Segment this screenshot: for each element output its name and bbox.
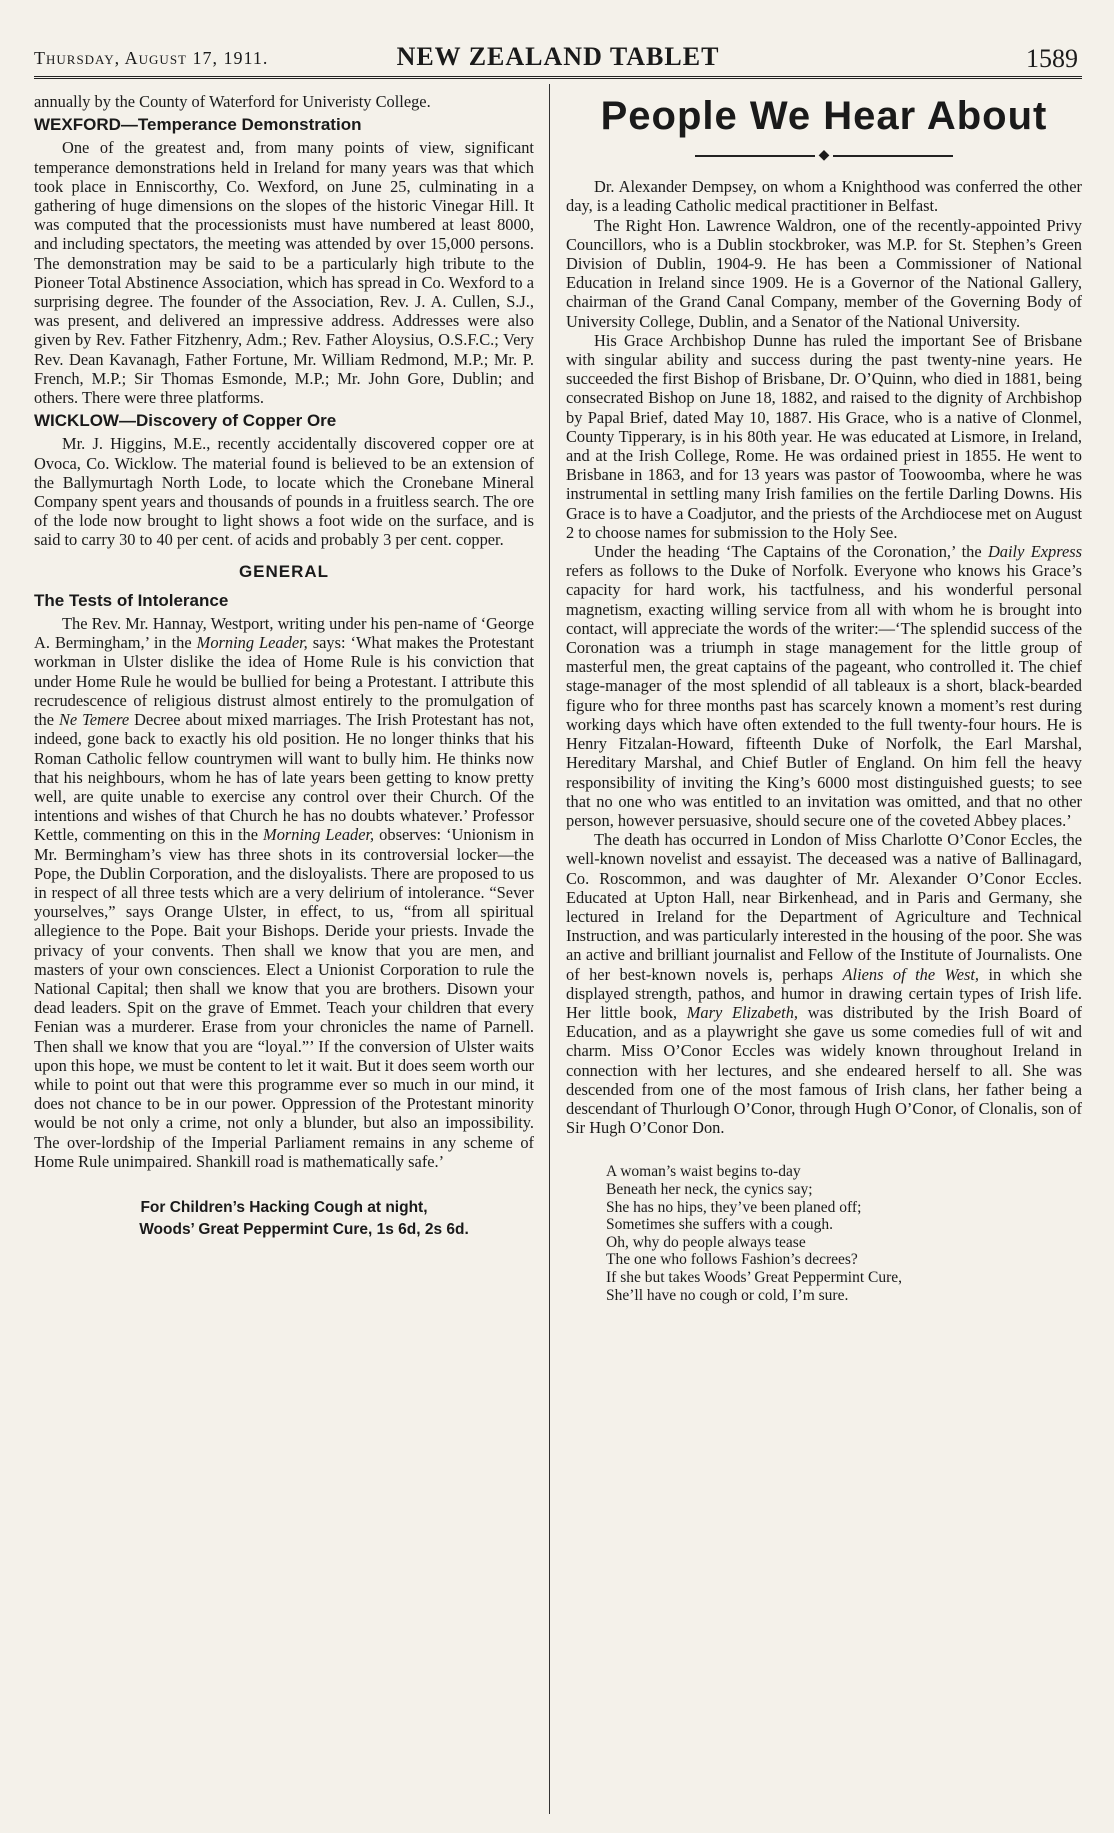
people-heading: People We Hear About (600, 94, 1048, 138)
left-column (34, 92, 534, 1812)
advert-line-2: Woods’ Great Peppermint Cure, 1s 6d, 2s 6d. (139, 1220, 469, 1238)
tests-morning-leader: Morning Leader, (196, 633, 308, 653)
norfolk-text-1: Under the heading ‘The Captains of the Coronation,’ the (594, 542, 988, 562)
wicklow-heading: WICKLOW—Discovery of Copper Ore (34, 411, 337, 431)
cough-cure-advert (34, 1197, 534, 1241)
tests-text-2: says: ‘What makes the Protestant workman in Ulster dislike the idea of Home Rule is his conviction that under Home Rule he would be bullied for being a Protestant. I attribute this recrudescence of religious distrust almost entirely to the promulgation of the (34, 633, 534, 730)
advert-line-1: For Children’s Hacking Cough at night, (140, 1198, 428, 1216)
wicklow-paragraph: Mr. J. Higgins, M.E., recently accidentally discovered copper ore at Ovoca, Co. Wicklow. The material found is believed to be an extension of the Ballymurtagh North Lode, to locate which the Cronebane Mineral Company spent years and thousands of pounds in a fruitless search. The ore of the lode now brought to light shows a foot wide on the surface, and is said to carry 30 to 40 per cent. of acids and probably 3 per cent. copper. (34, 434, 534, 550)
poem-line: The one who follows Fashion’s decrees? (606, 1251, 858, 1269)
advert-poem (606, 1163, 1082, 1304)
poem-line: A woman’s waist begins to-day (606, 1163, 801, 1181)
general-heading: GENERAL (238, 561, 330, 581)
waldron-paragraph: The Right Hon. Lawrence Waldron, one of the recently-appointed Privy Councillors, who is a Dublin stockbroker, was M.P. for St. Stephen’s Green Division of Dublin, 1904-9. He has been a Commissioner of National Education in Ireland since 1909. He is a Governor of the National Gallery, chairman of the Grand Canal Company, member of the Governing Body of University College, Dublin, and a Senator of the National University. (566, 215, 1082, 331)
poem-line: Oh, why do people always tease (606, 1233, 806, 1251)
eccles-text-1: The death has occurred in London of Miss Charlotte O’Conor Eccles, the well-known novelist and essayist. The deceased was a native of Ballinagard, Co. Roscommon, and was daughter of Mr. Alexander O’Conor Eccles. Educated at Upton Hall, near Birkenhead, and in Paris and Germany, she lectured in Ireland for the Department of Agriculture and Technical Instruction, and was particularly interested in the housing of the poor. She was an active and brilliant journalist and Fellow of the Institute of Journalists. One of her best-known novels is, perhaps (566, 830, 1082, 984)
tests-text-3: Decree about mixed marriages. The Irish Protestant has not, indeed, gone back to exactly his old position. He no longer thinks that his Roman Catholic fellow countrymen will want to bully him. He thinks now that his neighbours, whom he has of late years been getting to know pretty well, are quite unable to exercise any control over their Church. Of the intentions and wishes of that Church he has no doubts whatever.’ Professor Kettle, commenting on this in the (34, 710, 534, 845)
norfolk-text-2: refers as follows to the Duke of Norfolk. Everyone who knows his Grace’s capacity for hard work, his tactfulness, and his wonderful personal magnetism, exacting willing service from all with whom he is brought into contact, will appreciate the words of the writer:—‘The splendid success of the Coronation was a triumph in stage management for the little group of masterful men, the great captains of the pageant, who controlled it. The chief stage-manager of the most splendid of all tableaux is a short, black-bearded figure who for three months past has scarcely known a moment’s rest during working days which have often extended to the full twenty-four hours. He is Henry Fitzalan-Howard, fifteenth Duke of Norfolk, the Earl Marshal, Hereditary Marshal, and Chief Butler of England. On him fell the heavy responsibility of inviting the King’s 6000 most distinguished guests; to see that no one who was entitled to an invitation was omitted, and that no other person, however persuasive, should secure one of the coveted Abbey places.’ (566, 561, 1082, 830)
dempsey-paragraph: Dr. Alexander Dempsey, on whom a Knighthood was conferred the other day, is a leading Catholic medical practitioner in Belfast. (566, 177, 1082, 216)
mary-elizabeth: Mary Elizabeth, (686, 1002, 798, 1022)
tests-heading: The Tests of Intolerance (34, 590, 229, 610)
tests-paragraph (34, 614, 534, 1171)
tests-text-4: observes: ‘Unionism in Mr. Bermingham’s view has three shots in its controversial locker—the Pope, the Dublin Corporation, and the disloyalists. There are proposed to us in respect of all three tests which are a very delirium of intolerance. “Sever yourselves,” says Orange Ulster, in effect, to us, “from all spiritual allegience to the Pope. Bait your Bishops. Deride your priests. Invade the privacy of your convents. Then shall we know that you are men, and masters of your own consciences. Elect a Unionist Corporation to rule the National Capital; then shall we know that you are brothers. Disown your dead leaders. Spit on the grave of Emmet. Teach your children that every Fenian was a murderer. Erase from your chronicles the name of Parnell. Then shall we know that you are “loyal.”’ If the conversion of Ulster waits upon this hope, we must be content to let it wait. But it does seem worth our while to point out that were this programme ever so much in our mind, it does not chance to be in our power. Oppression of the Protestant minority would be not only a crime, not only a blunder, but also an impossibility. The over-lordship of the Imperial Parliament remains in any scheme of Home Rule unimpaired. Shankill road is mathematically safe.’ (34, 825, 534, 1171)
daily-express: Daily Express (987, 542, 1082, 562)
intro-paragraph: annually by the County of Waterford for Univeristy College. (34, 92, 431, 111)
poem-line: She’ll have no cough or cold, I’m sure. (606, 1286, 849, 1304)
tests-morning-leader-2: Morning Leader, (263, 825, 375, 845)
page-number: 1589 (1026, 44, 1078, 73)
norfolk-paragraph (566, 542, 1082, 830)
dunne-paragraph: His Grace Archbishop Dunne has ruled the important See of Brisbane with singular ability and success during the past twenty-nine years. He succeeded the first Bishop of Brisbane, Dr. O’Quinn, who died in 1881, being consecrated Bishop on June 18, 1882, and raised to the dignity of Archbishop by Papal Brief, dated May 10, 1887. His Grace, who is a native of Clonmel, County Tipperary, is in his 80th year. He was educated at Lismore, in Ireland, and at the Irish College, Rome. He was ordained priest in 1855. He went to Brisbane in 1863, and for 13 years was pastor of Toowoomba, where he was instrumental in settling many Irish families on the fertile Darling Downs. His Grace is to have a Coadjutor, and the priests of the Archdiocese met on August 2 to choose names for submission to the Holy See. (566, 330, 1082, 542)
wexford-paragraph: One of the greatest and, from many points of view, significant temperance demonstrations held in Ireland for many years was that which took place in Enniscorthy, Co. Wexford, on June 25, culminating in a gathering of huge dimensions on the slopes of the historic Vinegar Hill. It was computed that the processionists must have numbered at least 8000, and including spectators, the meeting was attended by over 15,000 persons. The demonstration may be said to be a particularly high tribute to the Pioneer Total Abstinence Association, which has spread in Co. Wexford to a surprising degree. The founder of the Association, Rev. J. A. Cullen, S.J., was present, and delivered an impressive address. Addresses were also given by Rev. Father Fitzhenry, Adm.; Rev. Father Aloysius, O.S.F.C.; Very Rev. Dean Kavanagh, Father Fortune, Mr. William Redmond, M.P.; Mr. P. French, M.P.; Sir Thomas Esmonde, M.P.; Mr. John Gore, Dublin; and others. There were three platforms. (34, 138, 534, 408)
eccles-text-2: in which she displayed strength, pathos, and humor in drawing certain types of Irish life. Her little book, (566, 964, 1082, 1022)
column-divider (549, 84, 550, 1814)
eccles-text-3: was distributed by the Irish Board of Education, and as a playwright she gave us some comedies full of wit and charm. Miss O’Conor Eccles was widely known throughout Ireland in connection with her lectures, and she endeared herself to all. She was descended from one of the most famous of Irish clans, her father being a descendant of Thurlough O’Conor, through Hugh O’Conor, of Clonalis, son of Sir Hugh O’Conor Don. (566, 1002, 1082, 1138)
masthead-title: NEW ZEALAND TABLET (396, 42, 720, 71)
poem-line: If she but takes Woods’ Great Peppermint Cure, (606, 1268, 903, 1286)
poem-line: Sometimes she suffers with a cough. (606, 1216, 834, 1234)
ornament-rule: ◆ (566, 146, 1082, 165)
issue-date: Thursday, August 17, 1911. (34, 48, 269, 68)
tests-ne-temere: Ne Temere (58, 710, 130, 730)
poem-line: Beneath her neck, the cynics say; (606, 1180, 813, 1198)
page-header (34, 40, 1082, 79)
wexford-heading: WEXFORD—Temperance Demonstration (34, 115, 362, 135)
eccles-paragraph (566, 830, 1082, 1137)
tests-text-1: The Rev. Mr. Hannay, Westport, writing under his pen-name of ‘George A. Bermingham,’ in the (34, 614, 534, 653)
right-column (566, 92, 1082, 1812)
poem-line: She has no hips, they’ve been planed off; (606, 1198, 862, 1216)
aliens-of-the-west: Aliens of the West, (842, 964, 980, 984)
